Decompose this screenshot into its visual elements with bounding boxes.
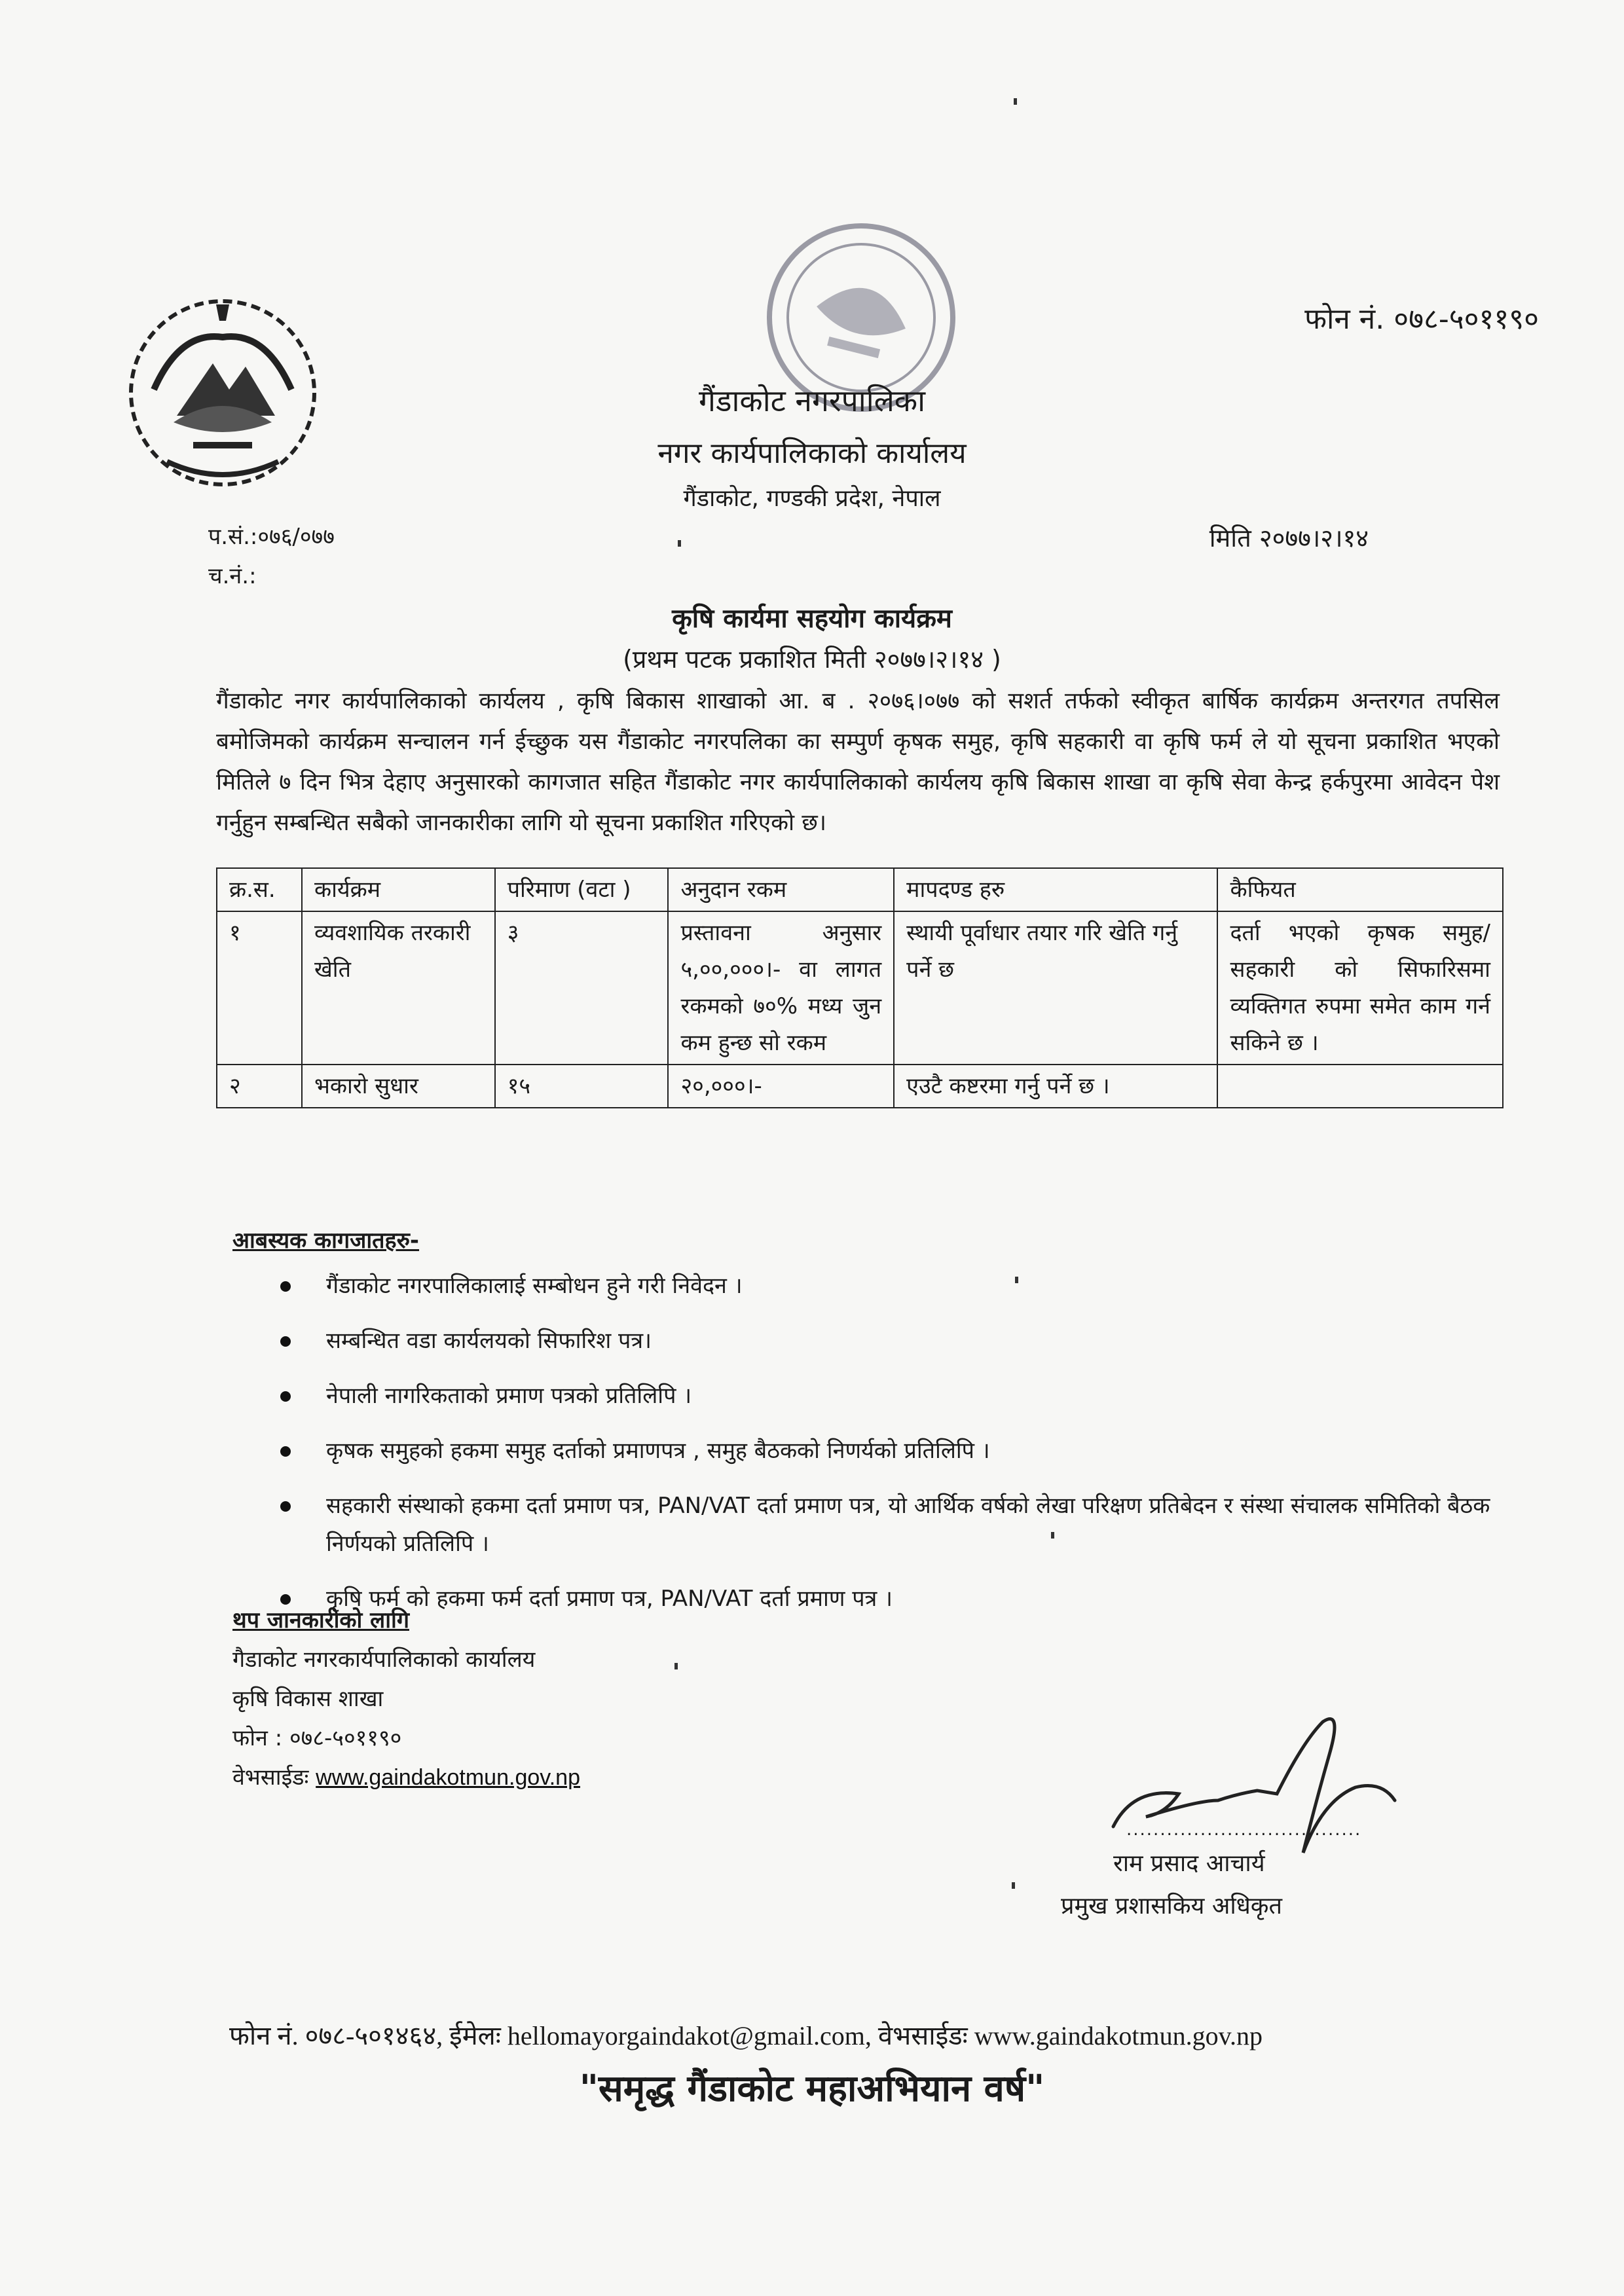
organization-name: गैंडाकोट नगरपालिका xyxy=(698,383,926,418)
header-phone: फोन नं. ०७८-५०११९० xyxy=(1304,302,1539,336)
table-row xyxy=(217,1065,1503,1108)
scan-speck xyxy=(674,1663,678,1669)
table-header: क्र.स. xyxy=(217,868,302,911)
bullet-icon xyxy=(280,1391,291,1402)
footer-slogan: "समृद्ध गैंडाकोट महाअभियान वर्ष" xyxy=(579,2068,1045,2110)
scan-speck xyxy=(1014,98,1017,105)
requirement-text: नेपाली नागरिकताको प्रमाण पत्रको प्रतिलिपि । xyxy=(326,1383,692,1409)
notice-date: मिति २०७७।२।१४ xyxy=(1209,524,1369,553)
signature-line: ................................... xyxy=(1126,1820,1362,1840)
table-cell xyxy=(1217,1065,1503,1108)
list-item xyxy=(275,1487,1539,1563)
list-item xyxy=(275,1322,1539,1360)
contact-website-line xyxy=(232,1761,580,1791)
organization-address: गैंडाकोट, गण्डकी प्रदेश, नेपाल xyxy=(683,485,941,512)
scan-speck xyxy=(1012,1882,1015,1889)
website-label: वेभसाईडः xyxy=(232,1764,309,1791)
bullet-icon xyxy=(280,1281,291,1292)
table-header: परिमाण (वटा ) xyxy=(495,868,669,911)
contact-branch: कृषि विकास शाखा xyxy=(232,1686,384,1712)
bullet-icon xyxy=(280,1336,291,1347)
list-item xyxy=(275,1432,1539,1470)
table-header: कैफियत xyxy=(1217,868,1503,911)
website-link[interactable]: www.gaindakotmun.gov.np xyxy=(316,1765,581,1790)
reference-number: प.सं.:०७६/०७७ xyxy=(208,524,335,550)
requirement-text: कृषक समुहको हकमा समुह दर्ताको प्रमाणपत्र , समुह बैठकको निणर्यको प्रतिलिपि । xyxy=(326,1438,990,1464)
bullet-icon xyxy=(280,1501,291,1512)
footer-contact: फोन नं. ०७८-५०१४६४, ईमेलः hellomayorgaindakot@gmail.com, वेभसाईडः www.gaindakotmun.gov.np xyxy=(229,2021,1263,2050)
table-cell: १५ xyxy=(495,1065,669,1108)
contact-heading: थप जानकारीको लागि xyxy=(232,1607,409,1633)
table-header: अनुदान रकम xyxy=(668,868,894,911)
table-cell: प्रस्तावना अनुसार ५,००,०००।- वा लागत रकमको ७०% मध्य जुन कम हुन्छ सो रकम xyxy=(668,911,894,1065)
table-cell: स्थायी पूर्वाधार तयार गरि खेति गर्नु पर्ने छ xyxy=(894,911,1217,1065)
table-cell: २ xyxy=(217,1065,302,1108)
requirement-text: सम्बन्धित वडा कार्यलयको सिफारिश पत्र। xyxy=(326,1328,652,1354)
bullet-icon xyxy=(280,1446,291,1457)
notice-title: कृषि कार्यमा सहयोग कार्यक्रम xyxy=(672,604,952,634)
list-item xyxy=(275,1267,1539,1305)
table-cell: १ xyxy=(217,911,302,1065)
requirement-text: गैंडाकोट नगरपालिकालाई सम्बोधन हुने गरी निवेदन । xyxy=(326,1273,743,1299)
table-cell: दर्ता भएको कृषक समुह/सहकारी को सिफारिसमा व्यक्तिगत रुपमा समेत काम गर्न सकिने छ । xyxy=(1217,911,1503,1065)
scan-speck xyxy=(1051,1532,1054,1539)
table-cell: एउटै कष्टरमा गर्नु पर्ने छ । xyxy=(894,1065,1217,1108)
table-header: मापदण्ड हरु xyxy=(894,868,1217,911)
table-cell: ३ xyxy=(495,911,669,1065)
list-item xyxy=(275,1377,1539,1415)
bullet-icon xyxy=(280,1594,291,1605)
scan-speck xyxy=(678,540,681,547)
contact-phone: फोन : ०७८-५०११९० xyxy=(232,1725,402,1751)
requirements-list xyxy=(275,1267,1539,1635)
requirement-text: सहकारी संस्थाको हकमा दर्ता प्रमाण पत्र, PAN/VAT दर्ता प्रमाण पत्र, यो आर्थिक वर्षको लेखा परिक्षण प्रतिबेदन र संस्था संचालक समितिको बैठक निर्णयको प्रतिलिपि । xyxy=(326,1493,1490,1557)
program-table xyxy=(216,867,1504,1108)
table-cell: २०,०००।- xyxy=(668,1065,894,1108)
table-header: कार्यक्रम xyxy=(302,868,495,911)
requirements-heading: आबस्यक कागजातहरु- xyxy=(232,1228,420,1254)
table-header-row xyxy=(217,868,1503,911)
list-item xyxy=(275,1580,1539,1618)
contact-office: गैडाकोट नगरकार्यपालिकाको कार्यालय xyxy=(232,1647,536,1673)
dispatch-number: च.नं.: xyxy=(208,563,257,589)
signer-title: प्रमुख प्रशासकिय अधिकृत xyxy=(1061,1893,1282,1920)
signer-name: राम प्रसाद आचार्य xyxy=(1113,1850,1265,1877)
scan-speck xyxy=(1015,1277,1018,1283)
notice-subtitle: (प्रथम पटक प्रकाशित मिती २०७७।२।१४ ) xyxy=(623,645,1001,674)
requirement-text: कृषि फर्म को हकमा फर्म दर्ता प्रमाण पत्र, PAN/VAT दर्ता प्रमाण पत्र । xyxy=(326,1586,893,1612)
organization-office: नगर कार्यपालिकाको कार्यालय xyxy=(657,437,967,470)
table-row xyxy=(217,911,1503,1065)
table-cell: भकारो सुधार xyxy=(302,1065,495,1108)
table-cell: व्यवशायिक तरकारी खेति xyxy=(302,911,495,1065)
notice-body: गैंडाकोट नगर कार्यपालिकाको कार्यलय , कृषि बिकास शाखाको आ. ब . २०७६।०७७ को सशर्त तर्फको स्वीकृत बार्षिक कार्यक्रम अन्तरगत तपसिल बमोजिमको कार्यक्रम सन्चालन गर्न ईच्छुक यस गैंडाकोट नगरपलिका का सम्पुर्ण कृषक समुह, कृषि सहकारी वा कृषि फर्म ले यो सूचना प्रकाशित भएको मितिले ७ दिन भित्र देहाए अनुसारको कागजात सहित गैंडाकोट नगर कार्यपालिकाको कार्यलय कृषि बिकास शाखा वा कृषि सेवा केन्द्र हर्कपुरमा आवेदन पेश गर्नुहुन सम्बन्धित सबैको जानकारीका लागि यो सूचना प्रकाशित गरिएको छ। xyxy=(216,688,1500,836)
